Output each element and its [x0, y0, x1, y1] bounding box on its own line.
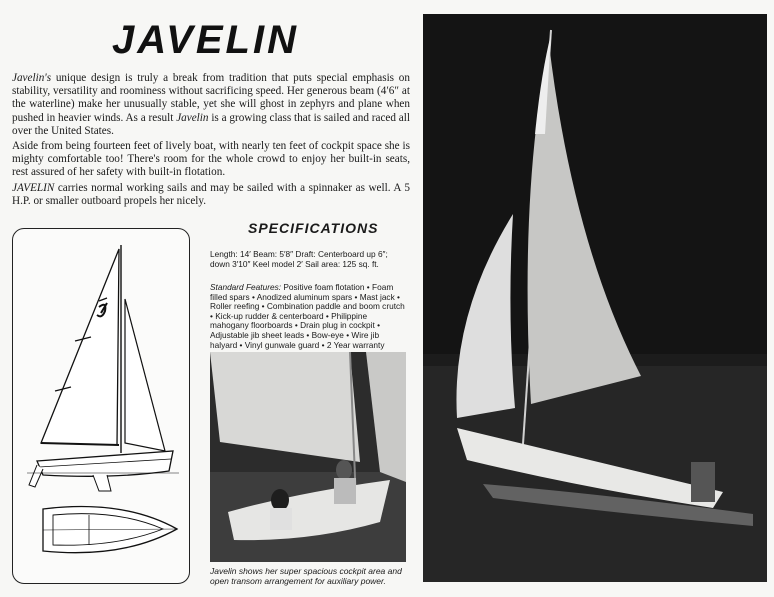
sailboat-drawing-icon	[13, 229, 189, 583]
specifications-features: Standard Features: Positive foam flotation • Foam filled spars • Anodized aluminum spars • Mast jack • Roller reefing • Combination paddle and boom crutch • Kick-up rudder & centerboard • Philippine mahogany floorboards • Drain plug in cockpit • Adjustable jib sheet leads • Bow-eye • Wire jib halyard • Vinyl gunwale guard • 2 Year warranty	[210, 282, 405, 350]
cockpit-photo	[210, 352, 406, 562]
specifications-basic: Length: 14′ Beam: 5′8″ Draft: Centerboard up 6″; down 3′10″ Keel model 2′ Sail area: 125 sq. ft.	[210, 249, 388, 269]
cockpit-photo-icon	[210, 352, 406, 562]
sailing-photo	[423, 14, 767, 582]
intro-paragraph-2: Aside from being fourteen feet of lively boat, with nearly ten feet of cockpit space she is mighty comfortable too! There's room for the whole crowd to enjoy her built-in seats, rest assured of her safety with built-in flotation.	[12, 140, 410, 179]
photo-caption: Javelin shows her super spacious cockpit area and open transom arrangement for auxiliary power.	[210, 566, 402, 586]
page-title: JAVELIN	[112, 18, 299, 62]
sailboat-line-drawing	[12, 228, 190, 584]
intro-paragraph-1: Javelin's unique design is truly a break from tradition that puts special emphasis on stability, versatility and roominess without sacrificing speed. Her generous beam (4′6″ at the waterline) make her unusually stable, yet she will ghost in zephyrs and plane when pushed in heavier winds. As a result Javelin is a growing class that is sailed and raced all over the United States.	[12, 72, 410, 137]
intro-text	[12, 72, 410, 210]
specifications-heading: SPECIFICATIONS	[248, 220, 379, 236]
sailing-photo-icon	[423, 14, 767, 582]
intro-paragraph-3: JAVELIN carries normal working sails and may be sailed with a spinnaker as well. A 5 H.P. or smaller outboard propels her nicely.	[12, 181, 410, 207]
